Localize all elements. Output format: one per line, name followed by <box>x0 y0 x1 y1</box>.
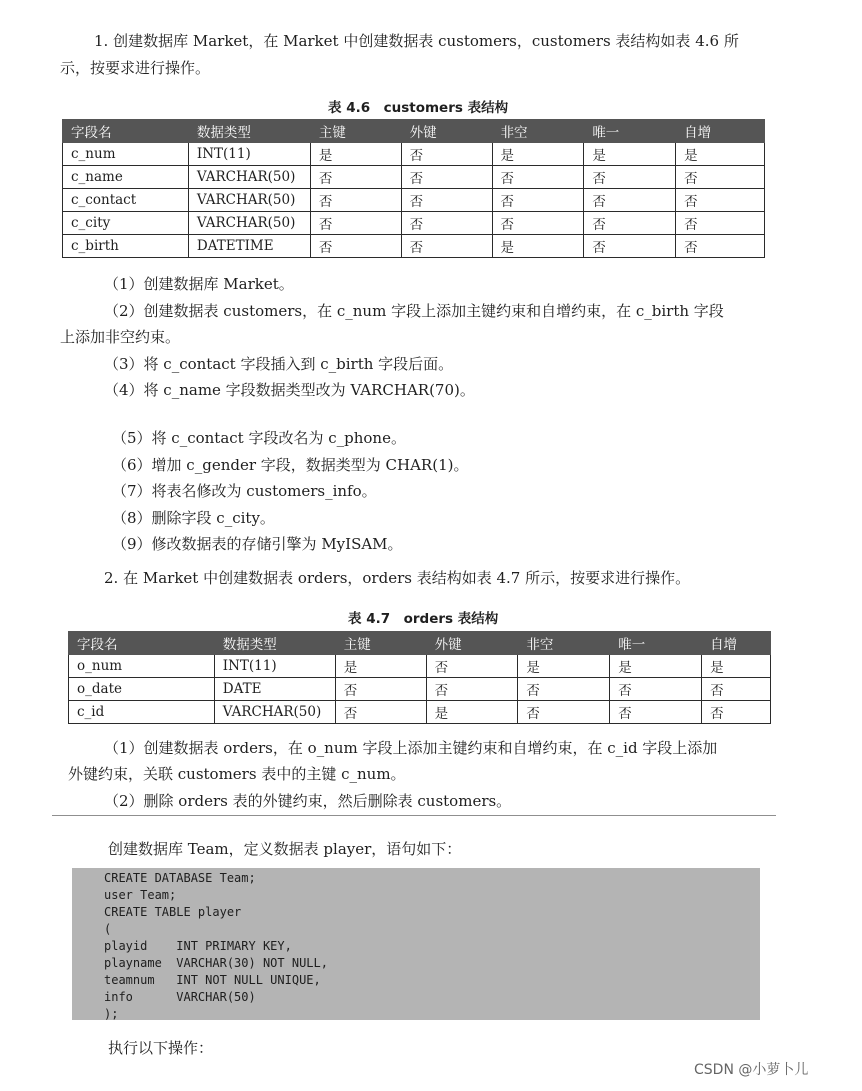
table-cell: 否 <box>335 678 426 701</box>
step-1: （1）创建数据库 Market。 <box>104 275 294 293</box>
table-4-6-caption: 表 4.6 customers 表结构 <box>328 100 509 116</box>
table-cell: 否 <box>676 212 765 235</box>
table-cell: 否 <box>335 701 426 724</box>
step-9: （9）修改数据表的存储引擎为 MyISAM。 <box>112 535 403 553</box>
code-line: ); <box>104 1007 119 1021</box>
table-cell: DATE <box>214 678 335 701</box>
header-cell: 字段名 <box>63 120 189 143</box>
customers-structure-table <box>62 119 765 258</box>
table-cell: 否 <box>310 235 401 258</box>
table-header-row <box>69 632 771 655</box>
table-cell: 是 <box>676 143 765 166</box>
table-cell: 是 <box>335 655 426 678</box>
table-cell: 是 <box>702 655 771 678</box>
table-row <box>69 655 771 678</box>
section2-step-2: （2）删除 orders 表的外键约束，然后删除表 customers。 <box>104 792 512 810</box>
header-cell: 唯一 <box>610 632 702 655</box>
section2-intro: 2. 在 Market 中创建数据表 orders，orders 表结构如表 4.7 所示，按要求进行操作。 <box>104 569 691 587</box>
section3-intro: 创建数据库 Team，定义数据表 player，语句如下： <box>108 840 462 858</box>
section1-intro-line1: 1. 创建数据库 Market，在 Market 中创建数据表 customers，customers 表结构如表 4.6 所 <box>94 32 739 50</box>
table-cell: VARCHAR(50) <box>188 189 310 212</box>
table-cell: c_city <box>63 212 189 235</box>
code-line: info VARCHAR(50) <box>104 990 256 1004</box>
table-cell: o_num <box>69 655 215 678</box>
header-cell: 外键 <box>426 632 518 655</box>
csdn-watermark: CSDN @小萝卜儿 <box>694 1062 809 1078</box>
table-cell: 否 <box>426 678 518 701</box>
table-cell: 是 <box>518 655 610 678</box>
table-cell: 否 <box>401 235 492 258</box>
step-3: （3）将 c_contact 字段插入到 c_birth 字段后面。 <box>104 355 454 373</box>
table-cell: 否 <box>492 166 584 189</box>
table-cell: 否 <box>401 143 492 166</box>
table-cell: 否 <box>310 166 401 189</box>
table-cell: 是 <box>584 143 676 166</box>
table-cell: 否 <box>702 678 771 701</box>
table-cell: VARCHAR(50) <box>214 701 335 724</box>
step-2-continued: 上添加非空约束。 <box>60 328 181 346</box>
table-cell: INT(11) <box>214 655 335 678</box>
table-cell: 否 <box>426 655 518 678</box>
section1-intro-line2: 示，按要求进行操作。 <box>60 59 211 77</box>
table-row <box>63 166 765 189</box>
table-cell: 否 <box>676 166 765 189</box>
table-cell: DATETIME <box>188 235 310 258</box>
table-cell: o_date <box>69 678 215 701</box>
table-cell: 是 <box>310 143 401 166</box>
table-row <box>63 212 765 235</box>
table-cell: INT(11) <box>188 143 310 166</box>
step-2: （2）创建数据表 customers，在 c_num 字段上添加主键约束和自增约束，在 c_birth 字段 <box>104 302 724 320</box>
code-line: user Team; <box>104 888 177 902</box>
header-cell: 非空 <box>492 120 584 143</box>
header-cell: 数据类型 <box>214 632 335 655</box>
table-row <box>69 701 771 724</box>
table-cell: 否 <box>584 212 676 235</box>
step-6: （6）增加 c_gender 字段，数据类型为 CHAR(1)。 <box>112 456 469 474</box>
table-cell: VARCHAR(50) <box>188 166 310 189</box>
table-cell: 否 <box>518 678 610 701</box>
header-cell: 字段名 <box>69 632 215 655</box>
table-cell: 是 <box>610 655 702 678</box>
orders-structure-table <box>68 631 771 724</box>
table-cell: 否 <box>584 235 676 258</box>
section3-outro: 执行以下操作： <box>108 1039 214 1057</box>
code-line: CREATE TABLE player <box>104 905 242 919</box>
step-5: （5）将 c_contact 字段改名为 c_phone。 <box>112 429 406 447</box>
table-cell: 否 <box>401 166 492 189</box>
table-cell: 否 <box>492 189 584 212</box>
section2-step-1-continued: 外键约束，关联 customers 表中的主键 c_num。 <box>68 765 406 783</box>
table-cell: 否 <box>310 212 401 235</box>
sql-code-block <box>72 868 760 1020</box>
table-cell: 是 <box>492 235 584 258</box>
code-line: playid INT PRIMARY KEY, <box>104 939 292 953</box>
table-cell: VARCHAR(50) <box>188 212 310 235</box>
code-line: playname VARCHAR(30) NOT NULL, <box>104 956 328 970</box>
table-cell: 否 <box>702 701 771 724</box>
table-cell: 否 <box>492 212 584 235</box>
code-line: ( <box>104 922 112 936</box>
table-cell: 否 <box>610 678 702 701</box>
table-cell: c_id <box>69 701 215 724</box>
header-cell: 主键 <box>310 120 401 143</box>
table-row <box>69 678 771 701</box>
header-cell: 外键 <box>401 120 492 143</box>
table-cell: c_birth <box>63 235 189 258</box>
table-cell: 是 <box>492 143 584 166</box>
header-cell: 数据类型 <box>188 120 310 143</box>
table-cell: 否 <box>676 235 765 258</box>
header-cell: 主键 <box>335 632 426 655</box>
table-cell: 否 <box>310 189 401 212</box>
table-row <box>63 189 765 212</box>
table-cell: 否 <box>584 166 676 189</box>
table-4-7-caption: 表 4.7 orders 表结构 <box>348 611 499 627</box>
table-row <box>63 235 765 258</box>
table-cell: 是 <box>426 701 518 724</box>
header-cell: 唯一 <box>584 120 676 143</box>
header-cell: 自增 <box>702 632 771 655</box>
code-line: teamnum INT NOT NULL UNIQUE, <box>104 973 321 987</box>
table-cell: 否 <box>401 212 492 235</box>
section2-step-1: （1）创建数据表 orders，在 o_num 字段上添加主键约束和自增约束，在 c_id 字段上添加 <box>104 739 718 757</box>
table-cell: 否 <box>676 189 765 212</box>
table-row <box>63 143 765 166</box>
header-cell: 非空 <box>518 632 610 655</box>
table-header-row <box>63 120 765 143</box>
table-cell: c_contact <box>63 189 189 212</box>
code-line: CREATE DATABASE Team; <box>104 871 256 885</box>
table-cell: 否 <box>518 701 610 724</box>
section-divider <box>52 815 776 816</box>
table-cell: 否 <box>401 189 492 212</box>
header-cell: 自增 <box>676 120 765 143</box>
table-cell: c_num <box>63 143 189 166</box>
step-7: （7）将表名修改为 customers_info。 <box>112 482 377 500</box>
table-cell: 否 <box>584 189 676 212</box>
step-4: （4）将 c_name 字段数据类型改为 VARCHAR(70)。 <box>104 381 475 399</box>
table-cell: c_name <box>63 166 189 189</box>
table-cell: 否 <box>610 701 702 724</box>
step-8: （8）删除字段 c_city。 <box>112 509 275 527</box>
